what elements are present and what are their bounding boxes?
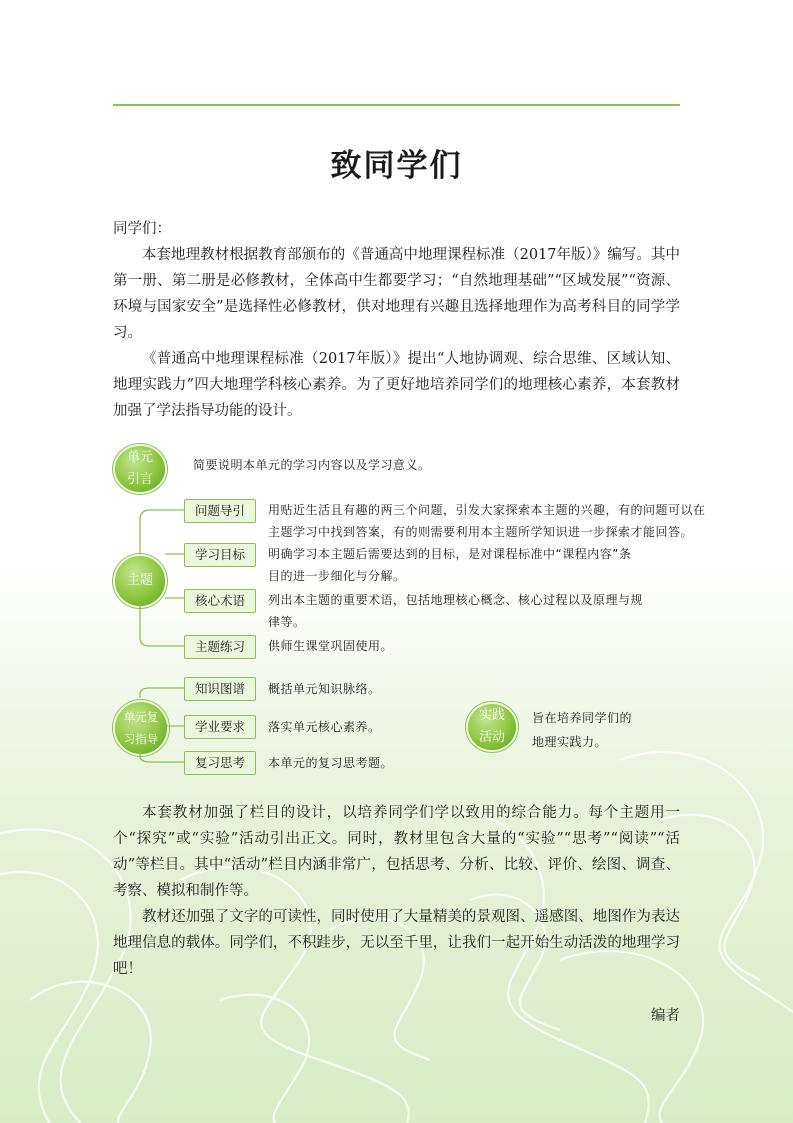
review-guide-line-1: 单元复 [123, 710, 159, 724]
box-core-terms: 核心术语 [184, 589, 256, 613]
unit-intro-circle [113, 444, 167, 494]
desc-academic-requirements: 落实单元核心素养。 [268, 720, 381, 734]
box-academic-requirements: 学业要求 [184, 715, 256, 739]
box-knowledge-map: 知识图谱 [184, 677, 256, 701]
desc-core-terms-1: 列出本主题的重要术语，包括地理核心概念、核心过程以及原理与规 [268, 593, 644, 607]
review-guide-line-2: 习指导 [123, 732, 159, 746]
desc-problem-guide-2: 主题学习中找到答案，有的则需要利用本主题所学知识进一步探索才能回答。 [268, 525, 694, 539]
box-theme-exercises: 主题练习 [184, 635, 256, 659]
desc-learning-goals-1: 明确学习本主题后需要达到的目标，是对课程标准中“课程内容”条 [268, 547, 632, 561]
box-problem-guide: 问题导引 [184, 499, 256, 523]
theme-label: 主题 [126, 573, 153, 588]
theme-circle [113, 554, 167, 608]
intro-paragraph-2: 《普通高中地理课程标准（2017年版）》提出“人地协调观、综合思维、区域认知、地理实践力”四大地理学科核心素养。为了更好地培养同学们的地理核心素养，本套教材加强了学法指导功能的设计。 [113, 351, 680, 419]
practice-desc-2: 地理实践力。 [532, 735, 608, 749]
desc-theme-exercises: 供师生课堂巩固使用。 [268, 639, 394, 653]
signature: 编者 [651, 1008, 680, 1024]
intro-paragraph-1: 本套地理教材根据教育部颁布的《普通高中地理课程标准（2017年版）》编写。其中第一册、第二册是必修教材，全体高中生都要学习；“自然地理基础”“区域发展”“资源、环境与国家安全”是选择性必修教材，供对地理有兴趣且选择地理作为高考科目的同学学习。 [113, 247, 680, 341]
desc-core-terms-2: 律等。 [268, 615, 306, 629]
unit-intro-line-2: 引言 [126, 472, 153, 487]
desc-problem-guide-1: 用贴近生活且有趣的两三个问题，引发大家探索本主题的兴趣，有的问题可以在 [268, 503, 706, 517]
desc-learning-goals-2: 目的进一步细化与分解。 [268, 569, 406, 583]
outro-paragraph-1: 本套教材加强了栏目的设计，以培养同学们学以致用的综合能力。每个主题用一个“探究”或“实验”活动引出正文。同时，教材里包含大量的“实验”“思考”“阅读”“活动”等栏目。其中“活动”栏目内涵非常广，包括思考、分析、比较、评价、绘图、调查、考察、模拟和制作等。 [113, 805, 680, 899]
practice-activity-circle [466, 702, 518, 752]
top-rule [113, 104, 680, 106]
desc-review-questions: 本单元的复习思考题。 [268, 756, 394, 770]
unit-intro-line-1: 单元 [126, 450, 153, 465]
box-review-questions: 复习思考 [184, 751, 256, 775]
intro-section [113, 216, 680, 424]
box-learning-goals: 学习目标 [184, 543, 256, 567]
practice-line-1: 实践 [478, 708, 505, 723]
practice-line-2: 活动 [478, 730, 505, 745]
page-title: 致同学们 [330, 148, 463, 184]
practice-desc-1: 旨在培养同学们的 [532, 711, 633, 725]
salutation: 同学们： [113, 221, 171, 237]
outro-paragraph-2: 教材还加强了文字的可读性，同时使用了大量精美的景观图、遥感图、地图作为表达地理信息的载体。同学们，不积跬步，无以至千里，让我们一起开始生动活泼的地理学习吧！ [113, 909, 680, 977]
outro-section [113, 800, 680, 982]
unit-intro-desc: 简要说明本单元的学习内容以及学习意义。 [193, 458, 431, 472]
review-guide-circle [113, 700, 169, 756]
desc-knowledge-map: 概括单元知识脉络。 [268, 682, 381, 696]
